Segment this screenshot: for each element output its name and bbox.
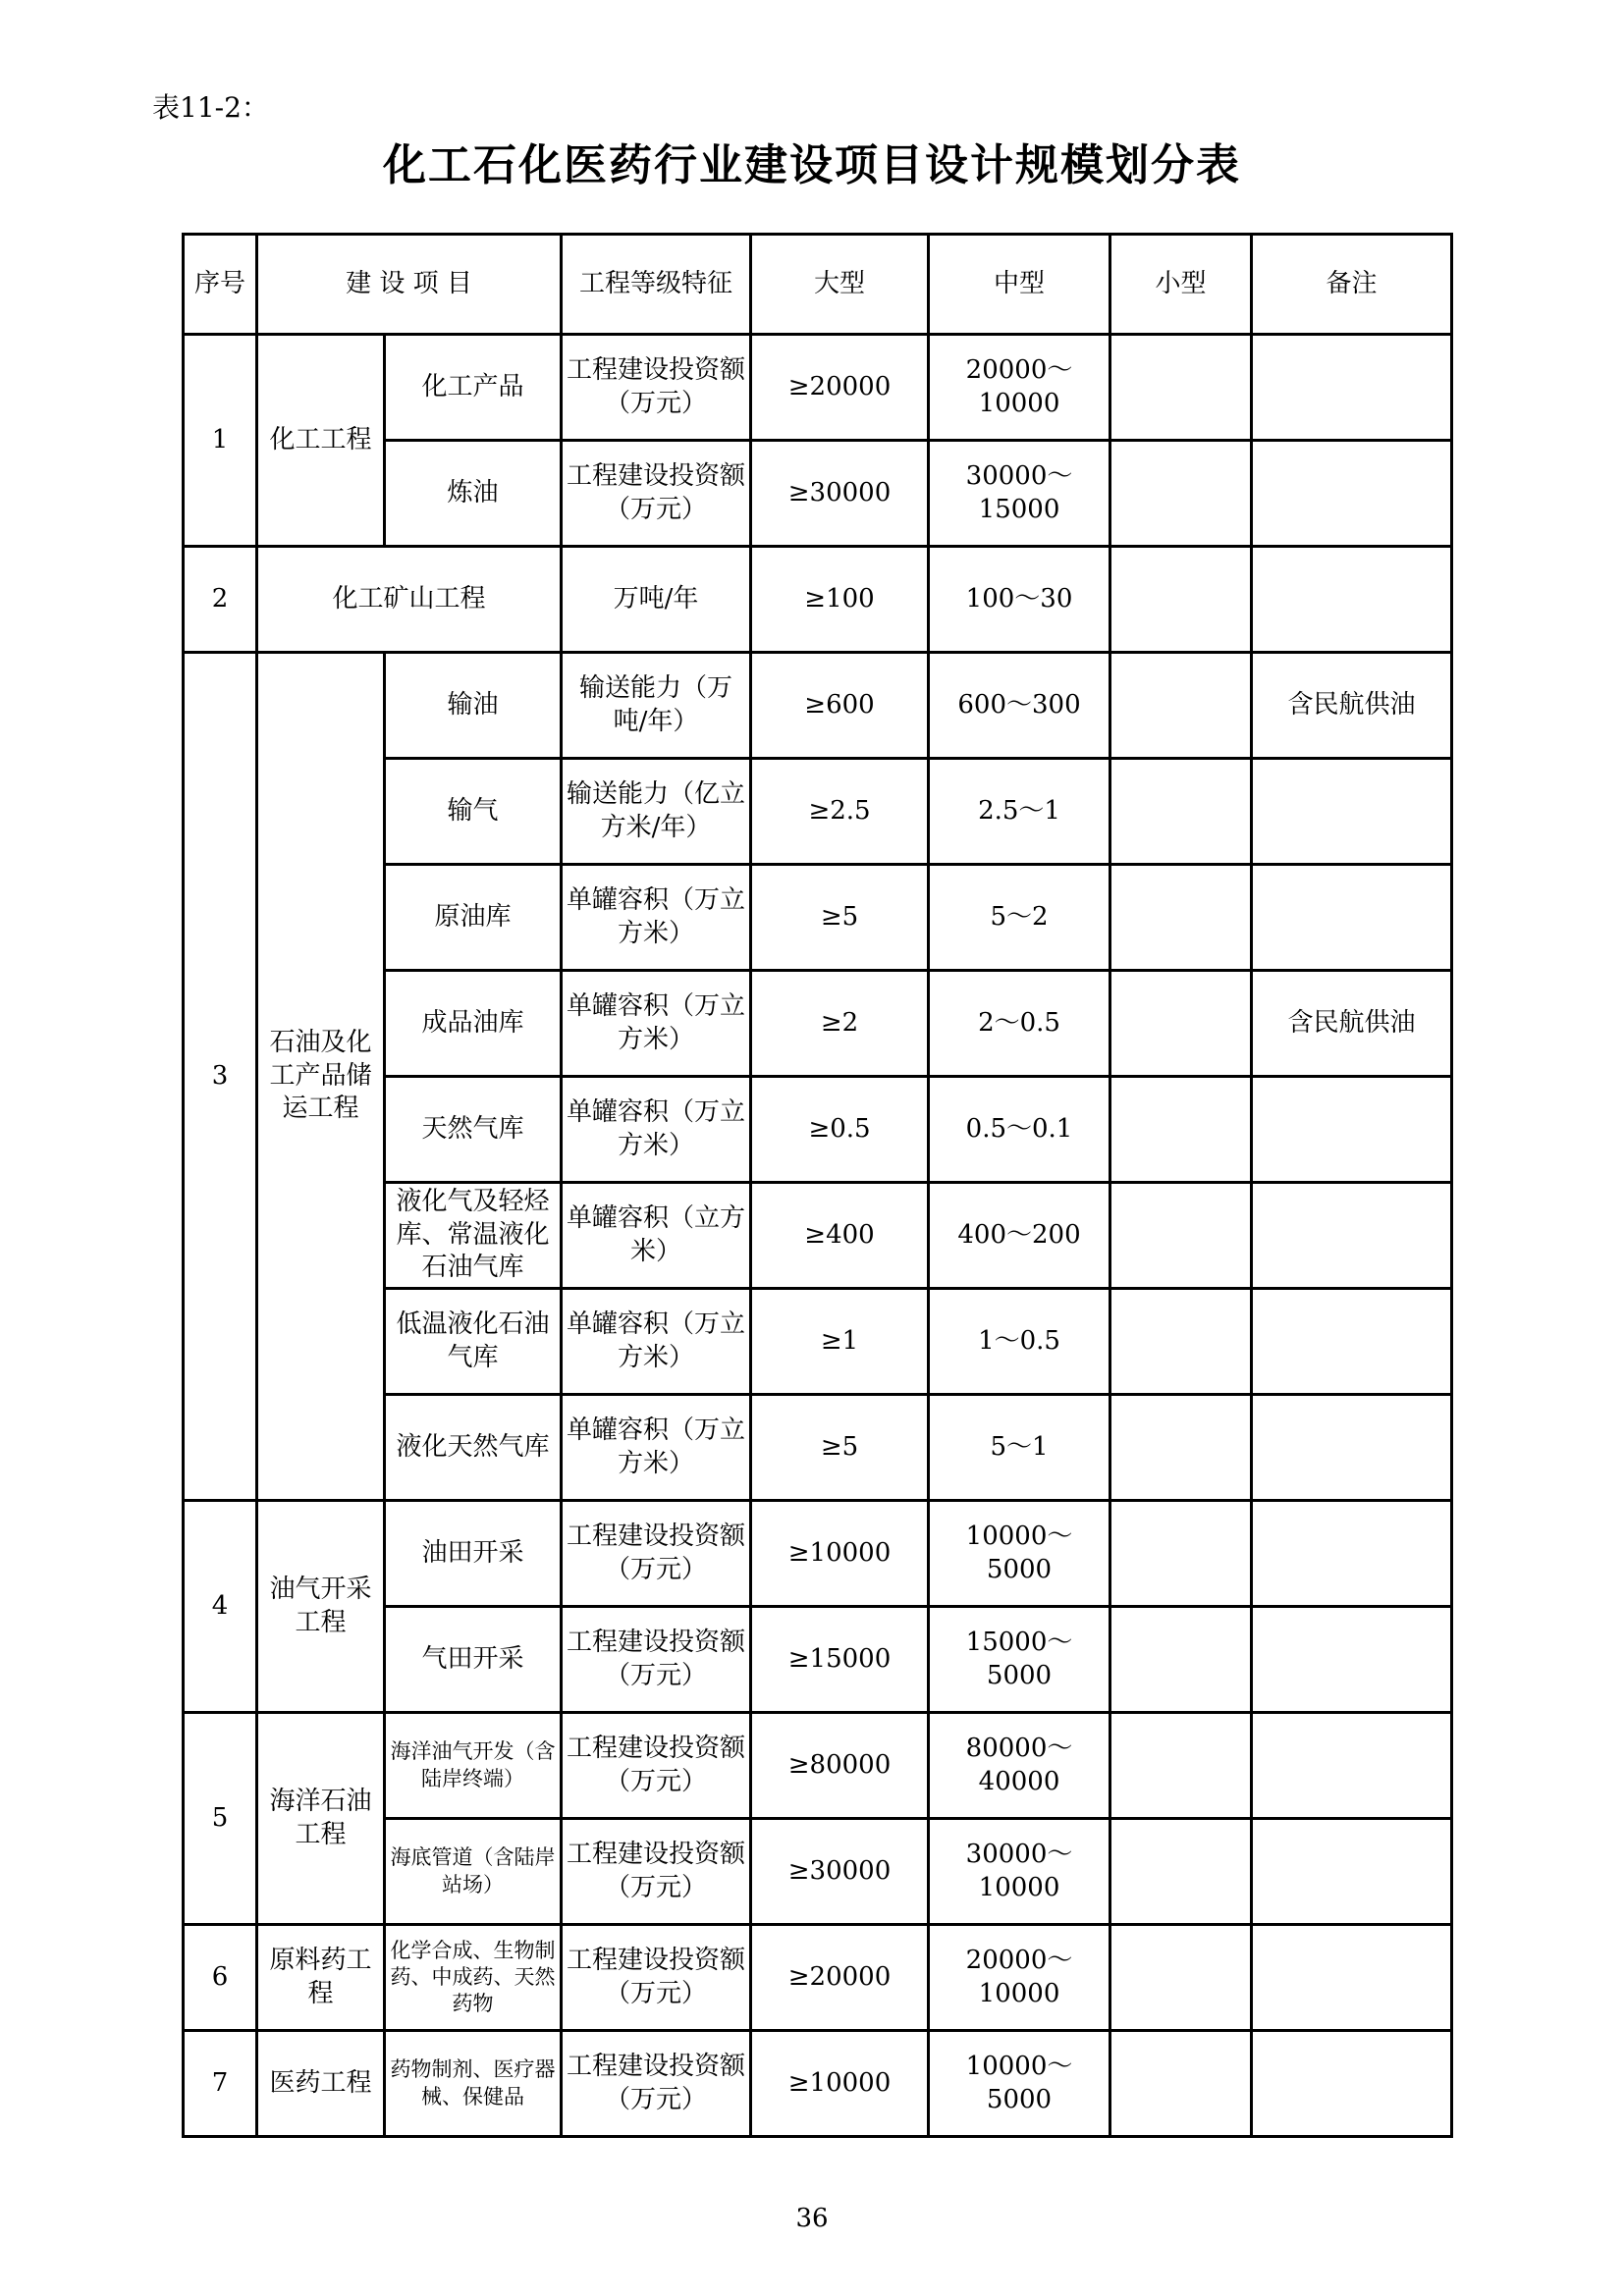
sub-project: 化学合成、生物制药、中成药、天然药物 [385, 1925, 562, 2031]
feature: 输送能力（亿立方米/年） [562, 759, 751, 865]
feature: 工程建设投资额（万元） [562, 1607, 751, 1713]
header-project: 建 设 项 目 [257, 235, 562, 335]
sub-project: 输气 [385, 759, 562, 865]
large-value: ≥20000 [751, 1925, 929, 2031]
medium-value: 30000～10000 [929, 1819, 1110, 1925]
small-value [1110, 335, 1252, 441]
large-value: ≥2.5 [751, 759, 929, 865]
feature: 万吨/年 [562, 547, 751, 653]
small-value [1110, 1183, 1252, 1289]
sub-project: 液化天然气库 [385, 1395, 562, 1501]
medium-value: 2.5～1 [929, 759, 1110, 865]
header-small: 小型 [1110, 235, 1252, 335]
group-name: 化工矿山工程 [257, 547, 562, 653]
large-value: ≥600 [751, 653, 929, 759]
large-value: ≥20000 [751, 335, 929, 441]
note [1252, 1289, 1452, 1395]
small-value [1110, 1289, 1252, 1395]
header-row [184, 235, 1452, 335]
note [1252, 1819, 1452, 1925]
sub-project: 海底管道（含陆岸站场） [385, 1819, 562, 1925]
design-scale-table [182, 233, 1453, 2138]
note: 含民航供油 [1252, 653, 1452, 759]
medium-value: 20000～10000 [929, 335, 1110, 441]
note [1252, 1501, 1452, 1607]
table-row [184, 2031, 1452, 2137]
note [1252, 1925, 1452, 2031]
note [1252, 759, 1452, 865]
medium-value: 5～2 [929, 865, 1110, 971]
small-value [1110, 1077, 1252, 1183]
feature: 工程建设投资额（万元） [562, 441, 751, 547]
small-value [1110, 653, 1252, 759]
feature: 单罐容积（万立方米） [562, 1289, 751, 1395]
small-value [1110, 2031, 1252, 2137]
group-name: 原料药工程 [257, 1925, 385, 2031]
table-row [184, 335, 1452, 441]
group-seq: 6 [184, 1925, 257, 2031]
small-value [1110, 1395, 1252, 1501]
table-row [184, 1925, 1452, 2031]
note [1252, 865, 1452, 971]
small-value [1110, 547, 1252, 653]
large-value: ≥30000 [751, 1819, 929, 1925]
group-name: 海洋石油工程 [257, 1713, 385, 1925]
table-row [184, 547, 1452, 653]
sub-project: 化工产品 [385, 335, 562, 441]
large-value: ≥80000 [751, 1713, 929, 1819]
sub-project: 油田开采 [385, 1501, 562, 1607]
feature: 单罐容积（立方米） [562, 1183, 751, 1289]
note [1252, 2031, 1452, 2137]
small-value [1110, 971, 1252, 1077]
large-value: ≥10000 [751, 1501, 929, 1607]
note [1252, 1607, 1452, 1713]
large-value: ≥15000 [751, 1607, 929, 1713]
sub-project: 海洋油气开发（含陆岸终端） [385, 1713, 562, 1819]
medium-value: 20000～10000 [929, 1925, 1110, 2031]
feature: 工程建设投资额（万元） [562, 2031, 751, 2137]
sub-project: 原油库 [385, 865, 562, 971]
medium-value: 80000～40000 [929, 1713, 1110, 1819]
small-value [1110, 1713, 1252, 1819]
page-number: 36 [795, 2204, 829, 2233]
small-value [1110, 1607, 1252, 1713]
medium-value: 600～300 [929, 653, 1110, 759]
sub-project: 气田开采 [385, 1607, 562, 1713]
feature: 单罐容积（万立方米） [562, 865, 751, 971]
header-seq: 序号 [184, 235, 257, 335]
feature: 单罐容积（万立方米） [562, 1077, 751, 1183]
header-medium: 中型 [929, 235, 1110, 335]
medium-value: 30000～15000 [929, 441, 1110, 547]
sub-project: 液化气及轻烃库、常温液化石油气库 [385, 1183, 562, 1289]
small-value [1110, 759, 1252, 865]
small-value [1110, 865, 1252, 971]
sub-project: 药物制剂、医疗器械、保健品 [385, 2031, 562, 2137]
table-row [184, 1713, 1452, 1819]
large-value: ≥400 [751, 1183, 929, 1289]
feature: 工程建设投资额（万元） [562, 335, 751, 441]
feature: 工程建设投资额（万元） [562, 1713, 751, 1819]
large-value: ≥100 [751, 547, 929, 653]
large-value: ≥1 [751, 1289, 929, 1395]
sub-project: 炼油 [385, 441, 562, 547]
large-value: ≥0.5 [751, 1077, 929, 1183]
medium-value: 10000～5000 [929, 1501, 1110, 1607]
note [1252, 1395, 1452, 1501]
medium-value: 1～0.5 [929, 1289, 1110, 1395]
medium-value: 2～0.5 [929, 971, 1110, 1077]
group-name: 化工工程 [257, 335, 385, 547]
medium-value: 100～30 [929, 547, 1110, 653]
group-seq: 3 [184, 653, 257, 1501]
feature: 工程建设投资额（万元） [562, 1501, 751, 1607]
medium-value: 5～1 [929, 1395, 1110, 1501]
page-title: 化工石化医药行业建设项目设计规模划分表 [383, 140, 1241, 190]
group-name: 油气开采工程 [257, 1501, 385, 1713]
header-large: 大型 [751, 235, 929, 335]
note [1252, 335, 1452, 441]
medium-value: 400～200 [929, 1183, 1110, 1289]
medium-value: 15000～5000 [929, 1607, 1110, 1713]
large-value: ≥2 [751, 971, 929, 1077]
note [1252, 1713, 1452, 1819]
group-name: 石油及化工产品储运工程 [257, 653, 385, 1501]
group-seq: 2 [184, 547, 257, 653]
feature: 工程建设投资额（万元） [562, 1819, 751, 1925]
feature: 输送能力（万吨/年） [562, 653, 751, 759]
small-value [1110, 1925, 1252, 2031]
small-value [1110, 1819, 1252, 1925]
medium-value: 0.5～0.1 [929, 1077, 1110, 1183]
group-seq: 7 [184, 2031, 257, 2137]
large-value: ≥5 [751, 865, 929, 971]
note [1252, 1183, 1452, 1289]
large-value: ≥5 [751, 1395, 929, 1501]
note [1252, 1077, 1452, 1183]
feature: 单罐容积（万立方米） [562, 971, 751, 1077]
small-value [1110, 1501, 1252, 1607]
group-seq: 1 [184, 335, 257, 547]
sub-project: 低温液化石油气库 [385, 1289, 562, 1395]
large-value: ≥30000 [751, 441, 929, 547]
sub-project: 输油 [385, 653, 562, 759]
small-value [1110, 441, 1252, 547]
table-row [184, 1501, 1452, 1607]
note [1252, 547, 1452, 653]
large-value: ≥10000 [751, 2031, 929, 2137]
note: 含民航供油 [1252, 971, 1452, 1077]
note [1252, 441, 1452, 547]
table-label: 表11-2： [152, 91, 269, 124]
feature: 工程建设投资额（万元） [562, 1925, 751, 2031]
table-row [184, 653, 1452, 759]
feature: 单罐容积（万立方米） [562, 1395, 751, 1501]
sub-project: 成品油库 [385, 971, 562, 1077]
sub-project: 天然气库 [385, 1077, 562, 1183]
header-note: 备注 [1252, 235, 1452, 335]
group-name: 医药工程 [257, 2031, 385, 2137]
group-seq: 5 [184, 1713, 257, 1925]
medium-value: 10000～5000 [929, 2031, 1110, 2137]
group-seq: 4 [184, 1501, 257, 1713]
header-feature: 工程等级特征 [562, 235, 751, 335]
